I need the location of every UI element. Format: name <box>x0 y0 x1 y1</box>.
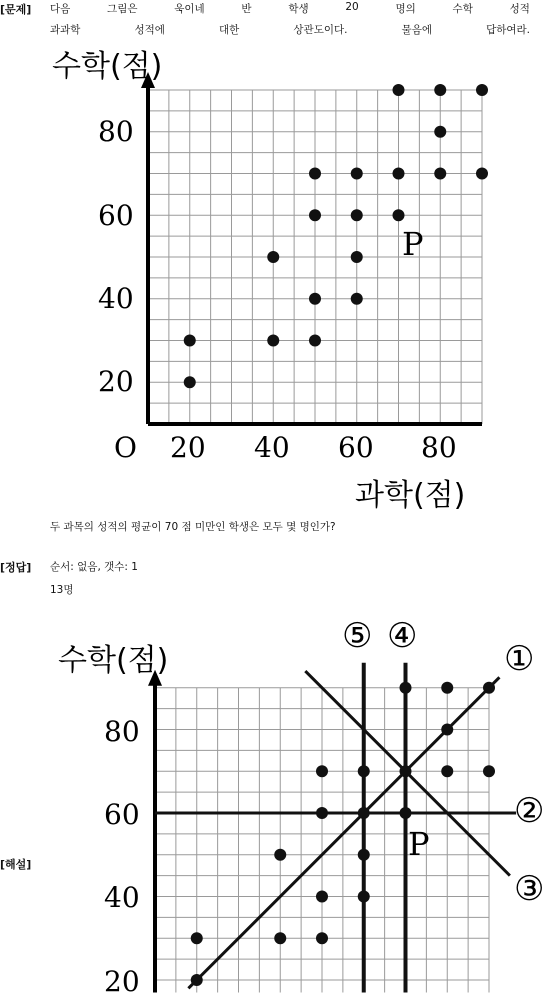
data-point <box>393 168 405 180</box>
data-point <box>316 765 328 777</box>
word: 성적 <box>509 3 530 15</box>
data-point <box>191 974 203 986</box>
y-axis-label: 수학(점) <box>52 49 163 84</box>
line-label-1: ① <box>504 639 535 679</box>
data-point <box>358 891 370 903</box>
word: 수학 <box>452 3 473 15</box>
data-point <box>274 849 286 861</box>
word: 다음 <box>50 3 71 15</box>
line-label-5: ⑤ <box>342 616 373 656</box>
answer-meta: 순서: 없음, 갯수: 1 <box>50 561 138 573</box>
y-tick-label: 20 <box>98 365 134 398</box>
x-axis-label: 과학(점) <box>355 478 466 513</box>
data-point <box>316 932 328 944</box>
data-point <box>358 765 370 777</box>
data-point <box>358 807 370 819</box>
y-tick-label: 40 <box>98 282 134 315</box>
data-point <box>351 209 363 221</box>
problem-tag: [문제] <box>0 3 32 16</box>
origin-label: O <box>114 431 137 464</box>
data-point <box>351 251 363 263</box>
word: 물음에 <box>401 24 432 36</box>
word: 과과학 <box>50 24 81 36</box>
x-tick-label: 80 <box>421 431 457 464</box>
data-point <box>393 209 405 221</box>
data-point <box>309 335 321 347</box>
data-point <box>441 682 453 694</box>
answer-value: 13명 <box>50 584 74 596</box>
word: 욱이네 <box>174 3 205 15</box>
word: 20 <box>345 1 359 13</box>
data-point <box>400 807 412 819</box>
word: 대한 <box>219 24 240 36</box>
y-tick-label: 60 <box>98 199 134 232</box>
scatter-chart-1 <box>0 40 555 520</box>
y-tick-label: 20 <box>104 965 140 993</box>
x-tick-label: 20 <box>170 431 206 464</box>
data-point <box>351 168 363 180</box>
data-point <box>434 126 446 138</box>
data-point <box>267 335 279 347</box>
data-point <box>483 765 495 777</box>
data-point <box>434 84 446 96</box>
data-point <box>184 335 196 347</box>
data-point <box>316 891 328 903</box>
reference-line-1 <box>188 677 499 988</box>
data-point <box>476 84 488 96</box>
word: 상관도이다. <box>293 24 348 36</box>
y-axis-label: 수학(점) <box>58 643 169 678</box>
word: 명의 <box>395 3 416 15</box>
line-label-2: ② <box>514 791 545 831</box>
data-point <box>316 807 328 819</box>
data-point <box>309 168 321 180</box>
data-point <box>358 849 370 861</box>
word: 성적에 <box>134 24 165 36</box>
explanation-tag: [해설] <box>0 858 32 871</box>
data-point <box>267 251 279 263</box>
data-point <box>184 376 196 388</box>
word: 답하여라. <box>486 24 530 36</box>
data-point <box>309 209 321 221</box>
word: 그림은 <box>107 3 138 15</box>
scatter-chart-2 <box>0 610 555 993</box>
data-point <box>400 765 412 777</box>
y-tick-label: 60 <box>104 798 140 831</box>
word: 학생 <box>288 3 309 15</box>
data-point <box>476 168 488 180</box>
y-tick-label: 80 <box>98 115 134 148</box>
line-label-4: ④ <box>387 616 418 656</box>
data-point <box>434 168 446 180</box>
data-point <box>400 682 412 694</box>
data-point <box>441 765 453 777</box>
problem-line-1 <box>50 1 530 16</box>
data-point <box>274 932 286 944</box>
problem-line-2 <box>50 22 530 37</box>
data-point <box>441 724 453 736</box>
data-point <box>351 293 363 305</box>
data-point <box>309 293 321 305</box>
line-label-3: ③ <box>514 869 545 909</box>
y-tick-label: 80 <box>104 715 140 748</box>
data-point <box>393 84 405 96</box>
answer-tag: [정답] <box>0 561 32 574</box>
x-tick-label: 60 <box>338 431 374 464</box>
point-label-p: P <box>408 825 430 863</box>
data-point <box>191 932 203 944</box>
data-point <box>483 682 495 694</box>
point-label-p: P <box>402 225 424 263</box>
word: 반 <box>241 3 252 15</box>
y-tick-label: 40 <box>104 881 140 914</box>
x-tick-label: 40 <box>254 431 290 464</box>
question-text: 두 과목의 성적의 평균이 70 점 미만인 학생은 모두 몇 명인가? <box>50 521 336 533</box>
